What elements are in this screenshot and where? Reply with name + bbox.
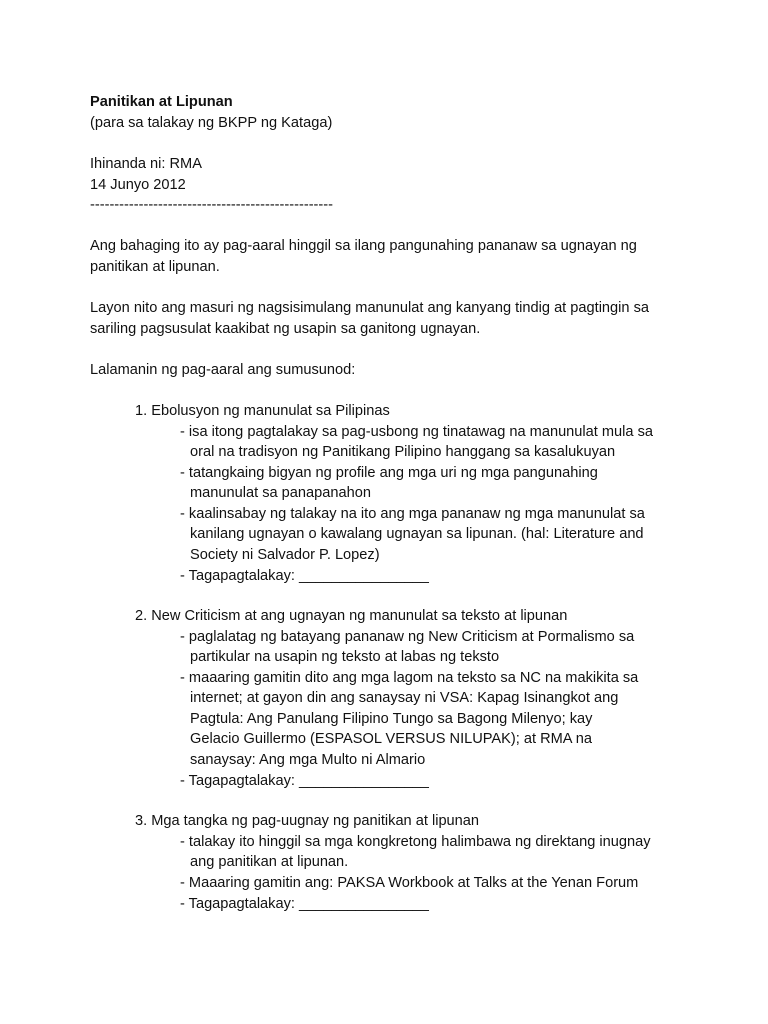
section-bullet-continuation: Gelacio Guillermo (ESPASOL VERSUS NILUPAK); at RMA na <box>190 731 593 747</box>
prepared-by: Ihinanda ni: RMA <box>90 156 202 172</box>
section-heading: 3. Mga tangka ng pag-uugnay ng panitikan at lipunan <box>135 813 480 829</box>
objective-paragraph-line: Layon nito ang masuri ng nagsisimulang manunulat ang kanyang tindig at pagtingin sa <box>90 300 649 316</box>
section-bullet-continuation: ang panitikan at lipunan. <box>190 854 349 870</box>
section-bullet: - maaaring gamitin dito ang mga lagom na teksto sa NC na makikita sa <box>180 670 639 686</box>
contents-intro: Lalamanin ng pag-aaral ang sumusunod: <box>90 362 356 378</box>
document-date: 14 Junyo 2012 <box>90 177 186 193</box>
discussant-line: - Tagapagtalakay: ________________ <box>180 568 429 584</box>
section-bullet: - paglalatag ng batayang pananaw ng New Criticism at Pormalismo sa <box>180 629 635 645</box>
section-bullet-continuation: kanilang ugnayan o kawalang ugnayan sa lipunan. (hal: Literature and <box>190 526 644 542</box>
section-bullet-continuation: manunulat sa panapanahon <box>190 485 371 501</box>
section-heading: 2. New Criticism at ang ugnayan ng manunulat sa teksto at lipunan <box>135 608 568 624</box>
section-bullet: - kaalinsabay ng talakay na ito ang mga pananaw ng mga manunulat sa <box>180 506 645 522</box>
intro-paragraph-line: Ang bahaging ito ay pag-aaral hinggil sa ilang pangunahing pananaw sa ugnayan ng <box>90 238 637 254</box>
section-heading: 1. Ebolusyon ng manunulat sa Pilipinas <box>135 403 390 419</box>
section-bullet: - talakay ito hinggil sa mga kongkretong halimbawa ng direktang inugnay <box>180 834 651 850</box>
section-bullet-continuation: sanaysay: Ang mga Multo ni Almario <box>190 752 426 768</box>
document-title: Panitikan at Lipunan <box>90 94 233 110</box>
objective-paragraph-line: sariling pagsusulat kaakibat ng usapin sa ganitong ugnayan. <box>90 321 481 337</box>
section-bullet-continuation: internet; at gayon din ang sanaysay ni VSA: Kapag Isinangkot ang <box>190 690 619 706</box>
section-bullet-continuation: Society ni Salvador P. Lopez) <box>190 547 380 563</box>
separator-line: -------------------------------------------------- <box>90 197 333 213</box>
section-bullet-continuation: oral na tradisyon ng Panitikang Pilipino hanggang sa kasalukuyan <box>190 444 616 460</box>
section-bullet-continuation: Pagtula: Ang Panulang Filipino Tungo sa Bagong Milenyo; kay <box>190 711 593 727</box>
section-bullet-continuation: partikular na usapin ng teksto at labas ng teksto <box>190 649 500 665</box>
section-bullet: - tatangkaing bigyan ng profile ang mga uri ng mga pangunahing <box>180 465 598 481</box>
section-bullet: - Maaaring gamitin ang: PAKSA Workbook at Talks at the Yenan Forum <box>180 875 639 891</box>
discussant-line: - Tagapagtalakay: ________________ <box>180 896 429 912</box>
discussant-line: - Tagapagtalakay: ________________ <box>180 773 429 789</box>
section-bullet: - isa itong pagtalakay sa pag-usbong ng tinatawag na manunulat mula sa <box>180 424 653 440</box>
intro-paragraph-line: panitikan at lipunan. <box>90 259 220 275</box>
document-subtitle: (para sa talakay ng BKPP ng Kataga) <box>90 115 333 131</box>
